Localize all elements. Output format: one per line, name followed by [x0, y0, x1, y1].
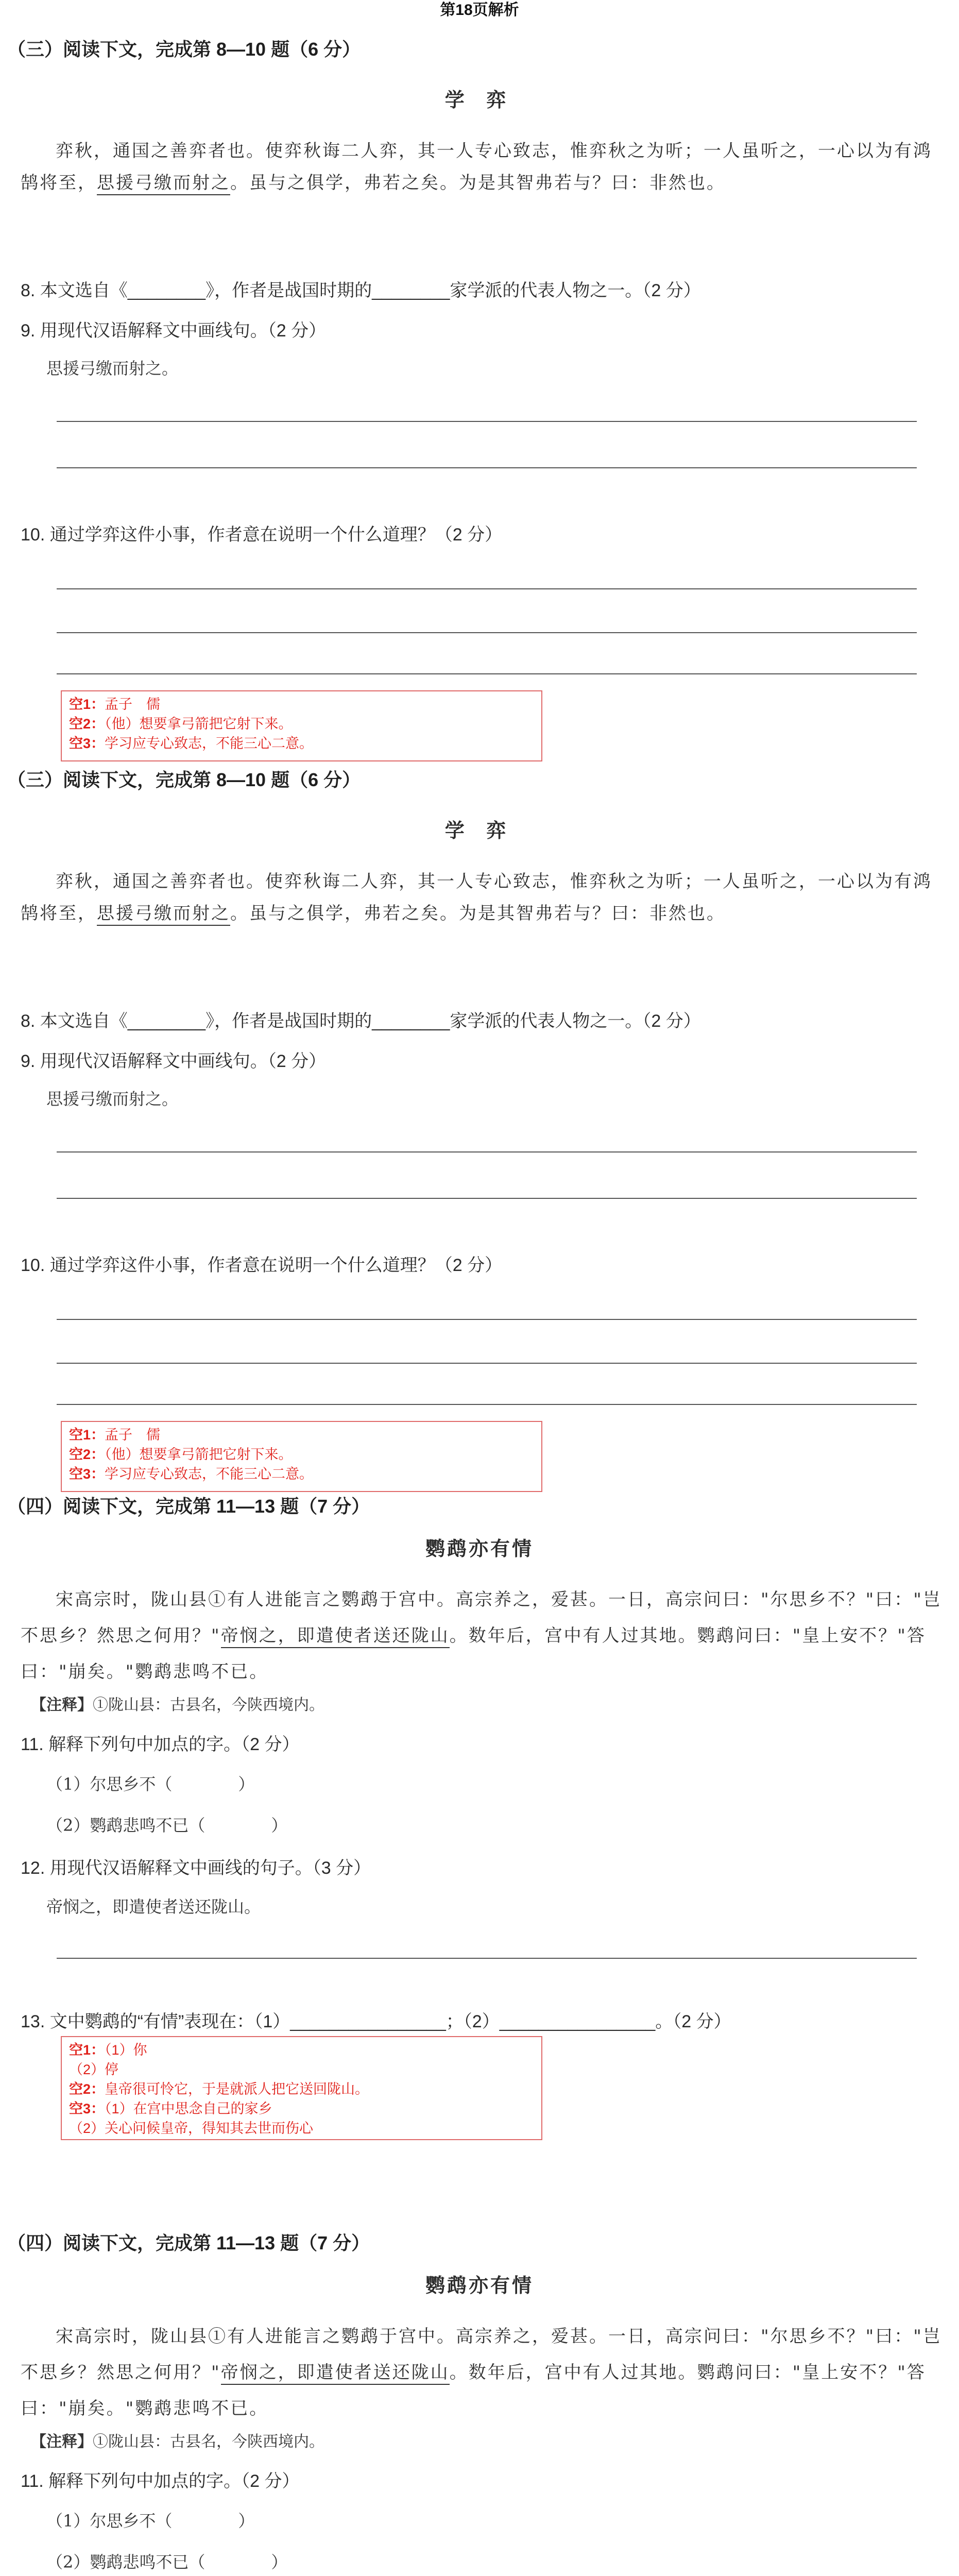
answer-box: [61, 2036, 542, 2140]
question-11: 11. 解释下列句中加点的字。（2 分）: [21, 1735, 300, 1754]
answer-line: [57, 1151, 917, 1153]
question-11-b: （2）鹦鹉悲鸣不已（ ）: [46, 1816, 288, 1835]
page-title: 第18页解析: [440, 2, 519, 19]
section-heading: （四）阅读下文，完成第 11—13 题（7 分）: [7, 1496, 370, 1517]
answer-row: 空1：孟子 儒: [69, 1427, 161, 1443]
answer-line: [57, 421, 917, 422]
answer-line: [57, 467, 917, 468]
question-8: 8. 本文选自《________》，作者是战国时期的________家学派的代表人物之一。（2 分）: [21, 281, 701, 300]
passage-title: 学 弈: [444, 90, 515, 111]
answer-line: [57, 1363, 917, 1364]
answer-line: [57, 673, 917, 674]
section-heading: （三）阅读下文，完成第 8—10 题（6 分）: [7, 39, 361, 60]
answer-row: 空3：学习应专心致志，不能三心二意。: [69, 736, 314, 751]
question-9-sentence: 思援弓缴而射之。: [46, 1089, 179, 1109]
question-9: 9. 用现代汉语解释文中画线句。（2 分）: [21, 1052, 327, 1071]
annotation: 【注释】①陇山县：古县名，今陕西境内。: [31, 1696, 324, 1714]
underlined-sentence: 帝悯之，即遣使者送还陇山: [221, 2362, 450, 2385]
answer-line: [57, 1958, 917, 1959]
answer-row: （2）停: [69, 2062, 119, 2077]
passage-title: 学 弈: [444, 820, 515, 842]
passage-text: 宋高宗时，陇山县①有人进能言之鹦鹉于宫中。高宗养之，爱甚。一日，高宗问曰："尔思乡不？"曰："岂不思乡？然思之何用？"帝悯之，即遣使者送还陇山。数年后，宫中有人过其地。鹦鹉问曰："皇上安不？"答曰："崩矣。"鹦鹉悲鸣不已。: [21, 2326, 942, 2419]
answer-row: 空1：（1）你: [69, 2042, 147, 2058]
passage-text: 弈秋，通国之善弈者也。使弈秋诲二人弈，其一人专心致志，惟弈秋之为听；一人虽听之，一心以为有鸿鹄将至，思援弓缴而射之。虽与之俱学，弗若之矣。为是其智弗若与？曰：非然也。: [21, 866, 943, 929]
question-11: 11. 解释下列句中加点的字。（2 分）: [21, 2471, 300, 2491]
question-11-a: （1）尔思乡不（ ）: [46, 1774, 255, 1794]
answer-row: 空3：（1）在宫中思念自己的家乡: [69, 2101, 272, 2116]
answer-row: 空3：学习应专心致志，不能三心二意。: [69, 1466, 314, 1482]
answer-line: [57, 1319, 917, 1320]
answer-row: 空2：（他）想要拿弓箭把它射下来。: [69, 716, 293, 732]
underlined-sentence: 帝悯之，即遣使者送还陇山: [221, 1625, 450, 1648]
question-11-b: （2）鹦鹉悲鸣不已（ ）: [46, 2552, 288, 2572]
answer-line: [57, 1404, 917, 1405]
question-9: 9. 用现代汉语解释文中画线句。（2 分）: [21, 321, 327, 341]
passage-title: 鹦鹉亦有情: [425, 1538, 534, 1560]
answer-box: [61, 1421, 542, 1492]
question-10: 10. 通过学弈这件小事，作者意在说明一个什么道理？（2 分）: [21, 1256, 503, 1275]
passage-text: 宋高宗时，陇山县①有人进能言之鹦鹉于宫中。高宗养之，爱甚。一日，高宗问曰："尔思乡不？"曰："岂不思乡？然思之何用？"帝悯之，即遣使者送还陇山。数年后，宫中有人过其地。鹦鹉问曰："皇上安不？"答曰："崩矣。"鹦鹉悲鸣不已。: [21, 1589, 942, 1682]
underlined-sentence: 思援弓缴而射之: [97, 903, 230, 926]
passage-text: 弈秋，通国之善弈者也。使弈秋诲二人弈，其一人专心致志，惟弈秋之为听；一人虽听之，一心以为有鸿鹄将至，思援弓缴而射之。虽与之俱学，弗若之矣。为是其智弗若与？曰：非然也。: [21, 135, 943, 199]
answer-row: （2）关心问候皇帝，得知其去世而伤心: [69, 2121, 314, 2136]
question-12-sentence: 帝悯之，即遣使者送还陇山。: [46, 1897, 261, 1917]
question-12: 12. 用现代汉语解释文中画线的句子。（3 分）: [21, 1858, 371, 1878]
answer-box: [61, 690, 542, 761]
section-heading: （三）阅读下文，完成第 8—10 题（6 分）: [7, 769, 361, 790]
underlined-sentence: 思援弓缴而射之: [97, 173, 230, 195]
answer-row: 空1：孟子 儒: [69, 697, 161, 712]
annotation: 【注释】①陇山县：古县名，今陕西境内。: [31, 2433, 324, 2451]
answer-line: [57, 632, 917, 633]
answer-line: [57, 588, 917, 589]
question-11-a: （1）尔思乡不（ ）: [46, 2511, 255, 2531]
question-8: 8. 本文选自《________》，作者是战国时期的________家学派的代表人物之一。（2 分）: [21, 1011, 701, 1031]
question-10: 10. 通过学弈这件小事，作者意在说明一个什么道理？（2 分）: [21, 525, 503, 545]
answer-line: [57, 1198, 917, 1199]
question-13: 13. 文中鹦鹉的“有情”表现在：（1）________________；（2）________________。（2 分）: [21, 2012, 731, 2031]
answer-row: 空2：皇帝很可怜它，于是就派人把它送回陇山。: [69, 2081, 369, 2097]
passage-title: 鹦鹉亦有情: [425, 2275, 534, 2297]
answer-row: 空2：（他）想要拿弓箭把它射下来。: [69, 1447, 293, 1462]
question-9-sentence: 思援弓缴而射之。: [46, 359, 179, 378]
section-heading: （四）阅读下文，完成第 11—13 题（7 分）: [7, 2232, 370, 2253]
